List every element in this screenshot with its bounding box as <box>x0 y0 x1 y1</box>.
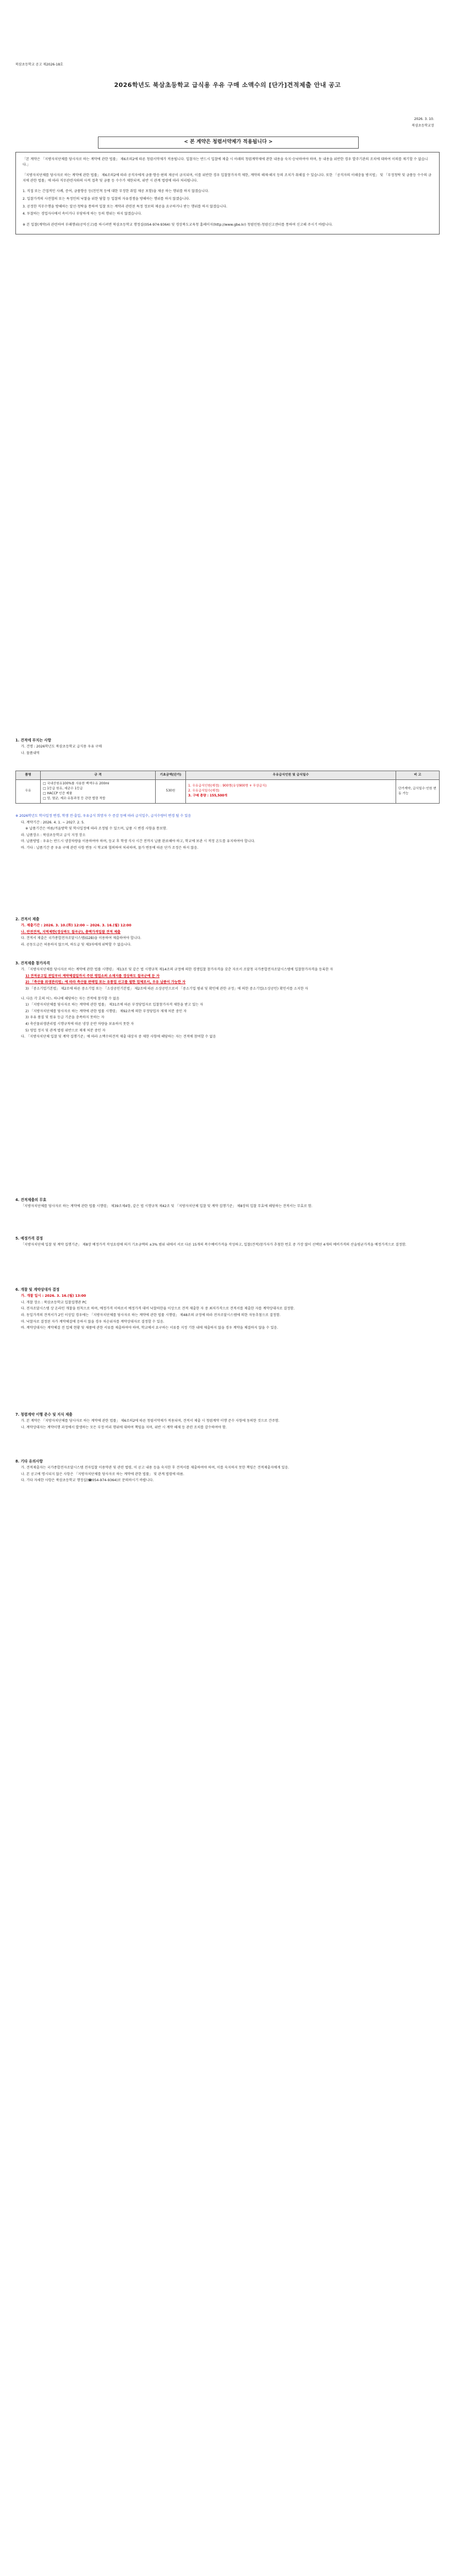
section-1 <box>15 738 440 757</box>
qualification-license: 2) 「축산물 위생관리법」에 따라 축산물 판매업 또는 유통업 신고를 필한 업체로서, 우유 납품이 가능한 자 <box>25 980 186 985</box>
section-6-item: 나. 개찰 장소 : 북삼초등학교 입찰집행관 PC <box>21 1300 87 1305</box>
section-1-item: ※ 납품기간은 여름/겨울방학 및 학사일정에 따라 조정될 수 있으며, 납품 시 변경 사항을 통보함. <box>25 827 167 831</box>
section-2-item: 다. 견적서 제출은 국가종합전자조달시스템(G2B)을 이용하여 제출하여야 합니다. <box>21 936 141 941</box>
pledge-intro: 「본 계약은 「지방자치단체를 당사자로 하는 계약에 관한 법률」 제6조의2에 따른 청렴서약제가 적용됩니다. 입찰자는 반드시 입찰에 제출 시 아래의 청렴계약제에 관한 내용을 숙지·승낙하여야 하며, 동 내용을 위반한 경우 발주기관의 조치에 대하여 이의를 제기할 수 없습니다.」 <box>23 157 428 167</box>
notice-date: 2026. 3. 10. <box>414 117 434 121</box>
item-qty-line: 1. 우유급식인원(예정) : 900명(유상900명 + 무상급식) <box>188 784 267 788</box>
section-6-item: 라. 동일가격의 견적서가 2인 이상일 경우에는 「지방자치단체를 당사자로 하는 계약에 관한 법률 시행령」 제48조의 규정에 따라 전자조달시스템에 의한 자동추첨으로 결정함. <box>21 1313 281 1318</box>
section-1-more <box>15 814 440 852</box>
section-3-item: 5) 영업 정지 및 관계 법령 위반으로 제재 처분 중인 자 <box>25 1028 106 1033</box>
section-2 <box>15 916 440 949</box>
section-7-item: 가. 본 계약은 「지방자치단체를 당사자로 하는 계약에 관한 법률」 제6조의2에 따른 청렴서약제가 적용되며, 견적서 제출 시 청렴계약 이행 준수 사항에 동의한 것으로 간주함. <box>21 1419 279 1423</box>
document-number: 북삼초등학교 공고 제2026-18호 <box>15 63 63 67</box>
section-1-item: 가. 건명 : 2026학년도 북삼초등학교 급식용 우유 구매 <box>21 745 102 749</box>
section-6 <box>15 1287 440 1332</box>
section-8 <box>15 1459 440 1485</box>
section-6-item: 바. 계약상대자는 계약체결 전 업체 현황 및 제품에 관한 서류를 제출하여야 하며, 학교에서 요구하는 서류를 지정 기한 내에 제출하지 않을 경우 계약을 체결하지 않을 수 있음. <box>21 1326 278 1330</box>
pledge-report-note: ※ 본 입찰(계약)과 관련하여 부패행위(공익신고)를 하시려면 북삼초등학교 행정실(054-974-9364) 및 경상북도교육청 홈페이지(http://www.gbe.kr) 청렴민원-청렴신고센터를 통하여 신고해 주시기 바랍니다. <box>23 222 333 227</box>
item-table <box>15 771 440 804</box>
section-4-title: 4. 견적제출의 무효 <box>15 1198 47 1202</box>
section-3-item: 다. 「지방자치단체 입찰 및 계약 집행기준」에 따라 소액수의견적 제출 대상자 중 제한 사항에 해당하는 자는 견적에 참여할 수 없음 <box>21 1035 216 1039</box>
item-qty-line: 3. 구매 총량 : 155,500개 <box>188 794 228 798</box>
section-8-item: 나. 본 공고에 명시되지 않은 사항은 「지방자치단체를 당사자로 하는 계약에 관한 법률」 및 관계 법령에 따름. <box>21 1472 184 1476</box>
section-3-item: 가. 「지방자치단체를 당사자로 하는 계약에 관한 법률 시행령」 제13조 및 같은 법 시행규칙 제14조의 규정에 의한 경쟁입찰 참가자격을 갖춘 자로서 조달청 국가종합전자조달시스템에 입찰참가자격을 등록한 자 <box>21 968 333 972</box>
submission-period: 가. 제출기간 : 2026. 3. 10.(화) 12:00 ~ 2026. 3. 16.(월) 12:00 <box>21 924 131 928</box>
section-3-item: 나. 다음 각 호의 어느 하나에 해당하는 자는 견적에 참가할 수 없음 <box>21 996 120 1001</box>
section-1-item: 마. 납품방법 : 우유는 반드시 냉장차량을 이용하여야 하며, 등교 후 학생 식사 시간 전까지 납품 완료해야 하고, 학교에 보관 시 적정 온도를 유지하여야 합니다. <box>21 839 255 844</box>
pledge-paragraph: 「지방자치단체를 당사자로 하는 계약에 관한 법률」 제6조의2에 따라 공직자에게 금품·향응·편의 제공이 금지되며, 이를 위반한 경우 입찰참가자격 제한, 계약의 해제·해지 등의 조치가 취해질 수 있습니다. 또한 「공직자의 이해충돌 방지법」 및 「부정청탁 및 금품등 수수의 금지에 관한 법률」에 따라 직무관련자와의 사적 접촉 및 금품 등 수수가 제한되며, 위반 시 관계 법령에 따라 처리됩니다. <box>23 173 432 183</box>
table-row <box>16 779 440 803</box>
qualification-location: 1) 견적공고일 전일부터 계약체결일까지 주된 영업소의 소재지를 경상북도 칠곡군에 둔 자 <box>25 974 160 978</box>
section-8-title: 8. 기타 유의사항 <box>15 1459 43 1464</box>
section-8-item: 다. 기타 자세한 사항은 북삼초등학교 행정실(☎054-974-9364)로 문의하시기 바랍니다. <box>21 1478 154 1483</box>
table-header: 품명 <box>16 771 41 780</box>
section-5-title: 5. 예정가격 결정 <box>15 1236 43 1241</box>
page-title: 2026학년도 북삼초등학교 급식용 우유 구매 소액수의 [단가]견적제출 안내 공고 <box>114 81 341 89</box>
pledge-item-1: 1. 직접 또는 간접적인 사례, 증여, 금품향응 등(친인척 등에 대한 부정한 취업 제공 포함)을 제공 하는 행위를 하지 않겠습니다. <box>23 189 209 194</box>
table-header: 규 격 <box>41 771 156 780</box>
item-spec: □ 국내산원유100%를 사용한 백색우유 200ml □ 1등급 원유, 세균수 1등급 □ HACCP 인증 제품 □ 앙, 멸균, 제조·유통과정 등 관련 법령 적합 <box>41 779 156 803</box>
section-7-item: 나. 계약상대자는 계약이행 과정에서 발생하는 모든 부정·비리 행위에 대하여 책임을 지며, 위반 시 계약 해제 등 관련 조치를 감수하여야 함. <box>21 1425 227 1429</box>
section-2-title: 2. 견적서 제출 <box>15 917 40 921</box>
pledge-item-4: 4. 투찰하는 경업자사에서 속이거나 부당하게 하는 등의 행위는 하지 않겠습니다. <box>23 212 142 216</box>
table-remark: ※ 2026학년도 학사일정 변경, 학생 전·출입, 우유급식 희망자 수 증감 등에 따라 급식일수, 급식수량이 변경 될 수 있음 <box>15 814 191 818</box>
section-8-item: 가. 견적제출자는 국가종합전자조달시스템 전자입찰 이용약관 및 관련 법령, 이 공고 내용 등을 숙지한 후 견적서를 제출하여야 하며, 이를 숙지하지 못한 책임은 견적제출자에게 있음. <box>21 1466 289 1470</box>
item-note: 단가계약, 급식일수·인원 변동 가능 <box>396 779 440 803</box>
section-1-title: 1. 견적에 부치는 사항 <box>15 738 51 743</box>
section-5-item: 「지방자치단체 입찰 및 계약 집행기준」 제8장 예정가격 작성요령에 의거 기초금액의 ±3% 범위 내에서 서로 다른 15개의 복수예비가격을 작성하고, 입찰(견적)참가자가 추첨한 번호 중 가장 많이 선택된 4개의 예비가격의 산술평균가격을 예정가격으로 결정함. <box>21 1243 407 1247</box>
item-qty-line: 2. 우유급식일수(예정) <box>188 789 220 793</box>
section-5 <box>15 1236 440 1249</box>
table-header: 비 고 <box>396 771 440 780</box>
integrity-pledge-box <box>15 152 440 234</box>
submission-restriction: 나. 안전견적, 지역제한(경상북도 칠곡군), 총액가격입찰 견적 제출 <box>21 930 121 934</box>
section-1-item: 다. 계약기간 : 2026. 4. 1. ~ 2027. 2. 5. <box>21 820 85 825</box>
pledge-item-2: 2. 입찰가격의 사전협의 또는 특정인의 낙찰을 위한 담합 등 입찰의 자유경쟁을 방해하는 행위를 하지 않겠습니다. <box>23 197 190 201</box>
issuing-organization: 북삼초등학교장 <box>412 124 434 128</box>
section-7 <box>15 1412 440 1431</box>
section-4 <box>15 1197 440 1210</box>
section-6-item: 마. 낙찰자로 결정된 자가 계약체결에 응하지 않을 경우 차순위자를 계약상대자로 결정할 수 있음. <box>21 1319 165 1324</box>
section-3-item: 3) 우유 품질 및 원유 등급 기준을 충족하지 못하는 자 <box>25 1016 105 1020</box>
section-3-title: 3. 견적제출 참가자격 <box>15 961 50 965</box>
opening-datetime: 가. 개찰 일시 : 2026. 3. 16.(월) 13:00 <box>21 1294 86 1298</box>
table-header: 우유급식인원 및 급식일수 <box>186 771 396 780</box>
section-7-title: 7. 청렴계약 이행 준수 및 지식 제출 <box>15 1412 73 1417</box>
section-6-title: 6. 개찰 및 계약상대자 결정 <box>15 1287 59 1292</box>
item-price: 530원 <box>156 779 186 803</box>
section-3-item: 4) 축산물위생관리법 시행규칙에 따른 냉장 운반 차량을 보유하지 못한 자 <box>25 1022 134 1027</box>
item-name: 우유 <box>16 779 41 803</box>
section-1-item: 라. 납품장소 : 북삼초등학교 급식 지정 장소 <box>21 833 86 837</box>
integrity-banner: < 본 계약은 청렴서약제가 적용됩니다 > <box>98 137 359 149</box>
table-header: 기초금액(단가) <box>156 771 186 780</box>
section-1-item: 바. 기타 : 납품기간 중 우유 구매 관련 사항 변동 시 학교와 협의하여 처리하며, 물가 변동에 따른 단가 조정은 하지 않음. <box>21 846 199 850</box>
pledge-item-3: 3. 공정한 직무수행을 방해하는 알선·청탁을 통하여 입찰 또는 계약과 관련된 특정 정보의 제공을 요구하거나 받는 행위를 하지 않겠습니다. <box>23 204 228 209</box>
section-4-item: 「지방자치단체를 당사자로 하는 계약에 관한 법률 시행령」 제39조제4항, 같은 법 시행규칙 제42조 및 「지방자치단체 입찰 및 계약 집행기준」 제8장의 입찰 무효에 해당하는 견적서는 무효로 함. <box>21 1204 313 1209</box>
section-3-item: 2) 「지방자치단체를 당사자로 하는 계약에 관한 법률 시행령」 제92조에 의한 부정당업자 제재 처분 중인 자 <box>25 1009 187 1013</box>
section-1-item: 나. 물품내역 <box>21 751 40 755</box>
section-2-item: 라. 공동도급은 허용하지 않으며, 하도급 및 제3자에게 위탁할 수 없습니다. <box>21 943 131 947</box>
section-3-item: 1) 「지방자치단체를 당사자로 하는 계약에 관한 법률」 제31조에 따른 부정당업자로 입찰참가자격 제한을 받고 있는 자 <box>25 1003 204 1007</box>
section-3 <box>15 960 440 1041</box>
section-3-item: 3) 「중소기업기본법」 제2조에 따른 중소기업 또는 「소상공인기본법」 제2조에 따른 소상공인으로서 「중소기업 범위 및 확인에 관한 규정」에 의한 중소기업(소상공인) 확인서를 소지한 자 <box>25 987 308 991</box>
section-6-item: 다. 전자조달시스템 상 온라인 개찰을 원칙으로 하며, 예정가격 이하로서 예정가격 대비 낙찰하한율 이상으로 견적 제출한 자 중 최저가격으로 견적서를 제출한 자를 계약상대자로 결정함. <box>21 1307 295 1311</box>
